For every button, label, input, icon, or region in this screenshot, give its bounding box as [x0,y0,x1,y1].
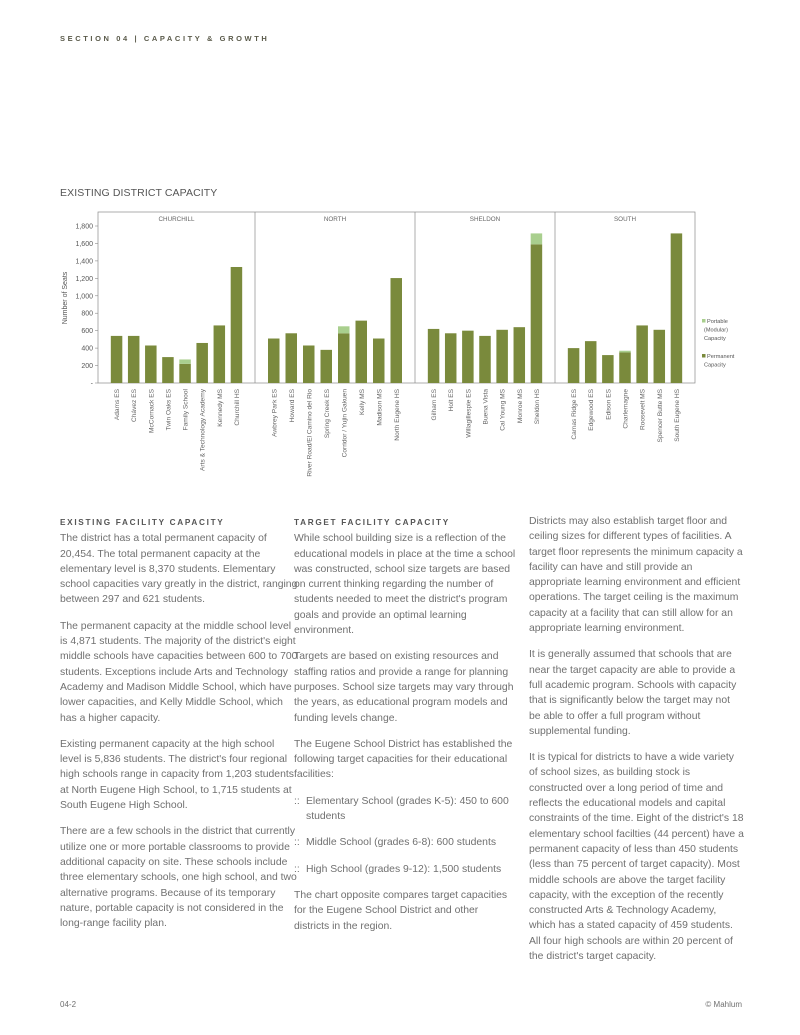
paragraph: It is generally assumed that schools that are near the target capacity are able to provide a full academic program. Schools with capacity that is significantly below the target may not be able to offer a full program without supplemental funding. [529,649,737,737]
category-label: Willagillespie ES [465,389,473,438]
legend-label: Permanent [707,354,735,360]
category-label: Churchill HS [233,389,241,426]
category-label: Charlemagne [622,389,630,429]
y-tick-label: 1,200 [75,275,93,283]
legend-label: Capacity [704,336,726,342]
bullet-mark: :: [294,837,300,849]
bar-portable [619,351,631,353]
bullet-mark: :: [294,863,300,875]
paragraph: The chart opposite compares target capacities for the Eugene School District and other districts in the region. [294,889,508,932]
paragraph: The district has a total permanent capacity of 20,454. The total permanent capacity at the elementary level is 8,370 students. Elementary school capacities vary greatly in the district, ranging between 297 and 621 students. [60,533,298,606]
bullet-mark: :: [294,795,300,807]
list-item-text: High School (grades 9-12): 1,500 students [306,863,502,875]
category-label: Gilham ES [431,389,439,421]
category-label: Roosevelt MS [639,389,647,431]
category-label: Twin Oaks ES [165,389,173,431]
existing-capacity-heading: EXISTING FACILITY CAPACITY [60,518,225,527]
bar-permanent [445,333,457,383]
legend-label: Portable [707,319,728,325]
bar-permanent [514,327,526,383]
legend-label: (Modular) [704,327,728,334]
group-label: NORTH [323,216,347,223]
paragraph: The permanent capacity at the middle school level is 4,871 students. The majority of the district's eight middle schools have capacities between 600 to 700 students. Exceptions include Arts and Technology Academy and Madison Middle School, which have lower capacities, and Kelly Middle School, which has a higher capacity. [60,620,298,724]
bar-permanent [356,321,368,383]
bar-permanent [214,325,226,383]
chart-title: EXISTING DISTRICT CAPACITY [60,187,218,199]
paragraph: It is typical for districts to have a wide variety of school sizes, as building stock is constructed over a long period of time and reflects the educational models and capital constraints of the time. Eight of the district's 18 elementary school facilties (44 percent) have a permanent capacity of less than 450 students (less than 75 percent of target capacity). Most middle schools are above the target facility capacity, with the exception of the recently constructed Arts & Technology Academy, which has a stated capacity of 459 students. All four high schools are within 20 percent of the district's target capacity. [529,752,744,963]
bar-permanent [111,336,123,383]
category-label: Sheldon HS [533,389,541,425]
paragraph: Districts may also establish target floor and ceiling sizes for different types of facilities. A target floor represents the minimum capacity a facility can have and still provide an appropriate learning environment and efficient operations. The target ceiling is the maximum capacity at a facility that can still allow for an appropriate learning environment. [529,516,743,635]
legend-swatch [702,319,706,323]
y-tick-label: 1,400 [75,258,93,266]
bar-permanent [531,244,543,383]
capacity-bar-chart [0,0,800,505]
y-tick-label: 400 [81,345,93,353]
legend-swatch [702,354,706,358]
target-floor-column [529,514,744,975]
category-label: River Road/El Camino del Rio [306,389,314,477]
category-label: Family School [182,389,190,431]
category-label: Awbrey Park ES [271,389,279,437]
category-label: Buena Vista [482,389,490,425]
y-tick-label: 600 [81,328,93,336]
paragraph: Existing permanent capacity at the high school level is 5,836 students. The district's four regional high schools range in capacity from 1,203 students at North Eugene High School, to 1,715 students at South Eugene High School. [60,738,294,812]
bar-permanent [585,341,597,383]
target-capacity-heading: TARGET FACILITY CAPACITY [294,518,450,527]
category-label: McCornack ES [148,389,156,433]
bar-permanent [391,278,403,383]
bar-permanent [128,336,140,383]
bar-permanent [321,350,333,383]
y-tick-label: 200 [81,363,93,371]
category-label: Edgewood ES [588,389,596,431]
category-label: Edison ES [605,389,613,420]
category-label: Spencer Butte MS [656,389,664,443]
bar-permanent [373,339,385,383]
section-header: SECTION 04 | CAPACITY & GROWTH [60,34,270,43]
category-label: Monroe MS [516,389,524,424]
bar-permanent [231,267,243,383]
category-label: Chávez ES [131,389,139,422]
bar-permanent [602,355,614,383]
existing-capacity-column [60,515,298,942]
paragraph: The Eugene School District has established the following target capacities for their educational facilities: [294,738,513,781]
category-label: Kelly MS [358,389,366,416]
bar-permanent [636,325,648,383]
group-label: SOUTH [613,216,637,223]
target-capacity-column [294,515,516,945]
bar-permanent [479,336,491,383]
group-label: SHELDON [469,216,501,223]
copyright-credit: © Mahlum [705,1000,742,1009]
bar-permanent [196,343,208,383]
y-tick-label: - [90,380,93,388]
category-label: Madison MS [376,389,384,426]
y-axis-label: Number of Seats [62,271,69,325]
legend-label: Capacity [704,362,726,369]
bar-portable [338,326,350,333]
bar-permanent [619,352,631,383]
y-tick-label: 1,600 [75,240,93,248]
page-number: 04-2 [60,1000,77,1009]
bar-permanent [462,331,474,383]
bar-permanent [428,329,440,383]
category-label: Spring Creek ES [323,389,331,439]
list-item [294,794,516,825]
category-label: Howard ES [288,389,296,423]
category-label: Arts & Technology Academy [199,389,207,471]
bar-permanent [145,345,157,383]
y-tick-label: 800 [81,310,93,318]
bar-permanent [303,345,315,383]
category-label: Cal Young MS [499,389,507,431]
paragraph: Targets are based on existing resources and staffing ratios and provide a range for planning purposes. School size targets may vary through the years, as educational program models and funding levels change. [294,651,514,724]
bar-permanent [496,330,508,383]
group-label: CHURCHILL [158,216,195,223]
category-label: South Eugene HS [673,389,681,442]
bar-permanent [671,233,683,383]
list-item-text: Middle School (grades 6-8): 600 students [306,837,497,849]
paragraph: There are a few schools in the district that currently utilize one or more portable classrooms to provide additional capacity on site. These schools include three elementary schools, one high school, and two alternative programs. Because of its temporary nature, portable capacity is not considered in the long-range facility plan. [60,826,297,930]
bar-permanent [654,330,666,383]
category-label: Camas Ridge ES [571,389,579,440]
y-tick-label: 1,800 [75,223,93,231]
list-item [294,862,516,877]
bar-permanent [338,333,350,383]
bar-permanent [179,364,191,383]
bar-portable [179,359,191,363]
bar-permanent [162,357,174,383]
bar-permanent [568,348,580,383]
list-item-text: Elementary School (grades K-5): 450 to 600 students [306,795,509,823]
paragraph: While school building size is a reflection of the educational models in place at the time a school was constructed, school size targets are based on current thinking regarding the number of students needed to meet the district's program goals and provide an optimal learning environment. [294,533,516,637]
y-tick-label: 1,000 [75,293,93,301]
category-label: North Eugene HS [393,389,401,441]
category-label: Kennedy MS [216,389,224,427]
category-label: Holt ES [448,389,456,412]
bar-permanent [268,339,280,383]
category-label: Corridor / Yujin Gakuen [341,389,349,458]
list-item [294,835,516,850]
bar-permanent [286,333,298,383]
category-label: Adams ES [114,389,122,421]
bar-portable [531,233,543,244]
